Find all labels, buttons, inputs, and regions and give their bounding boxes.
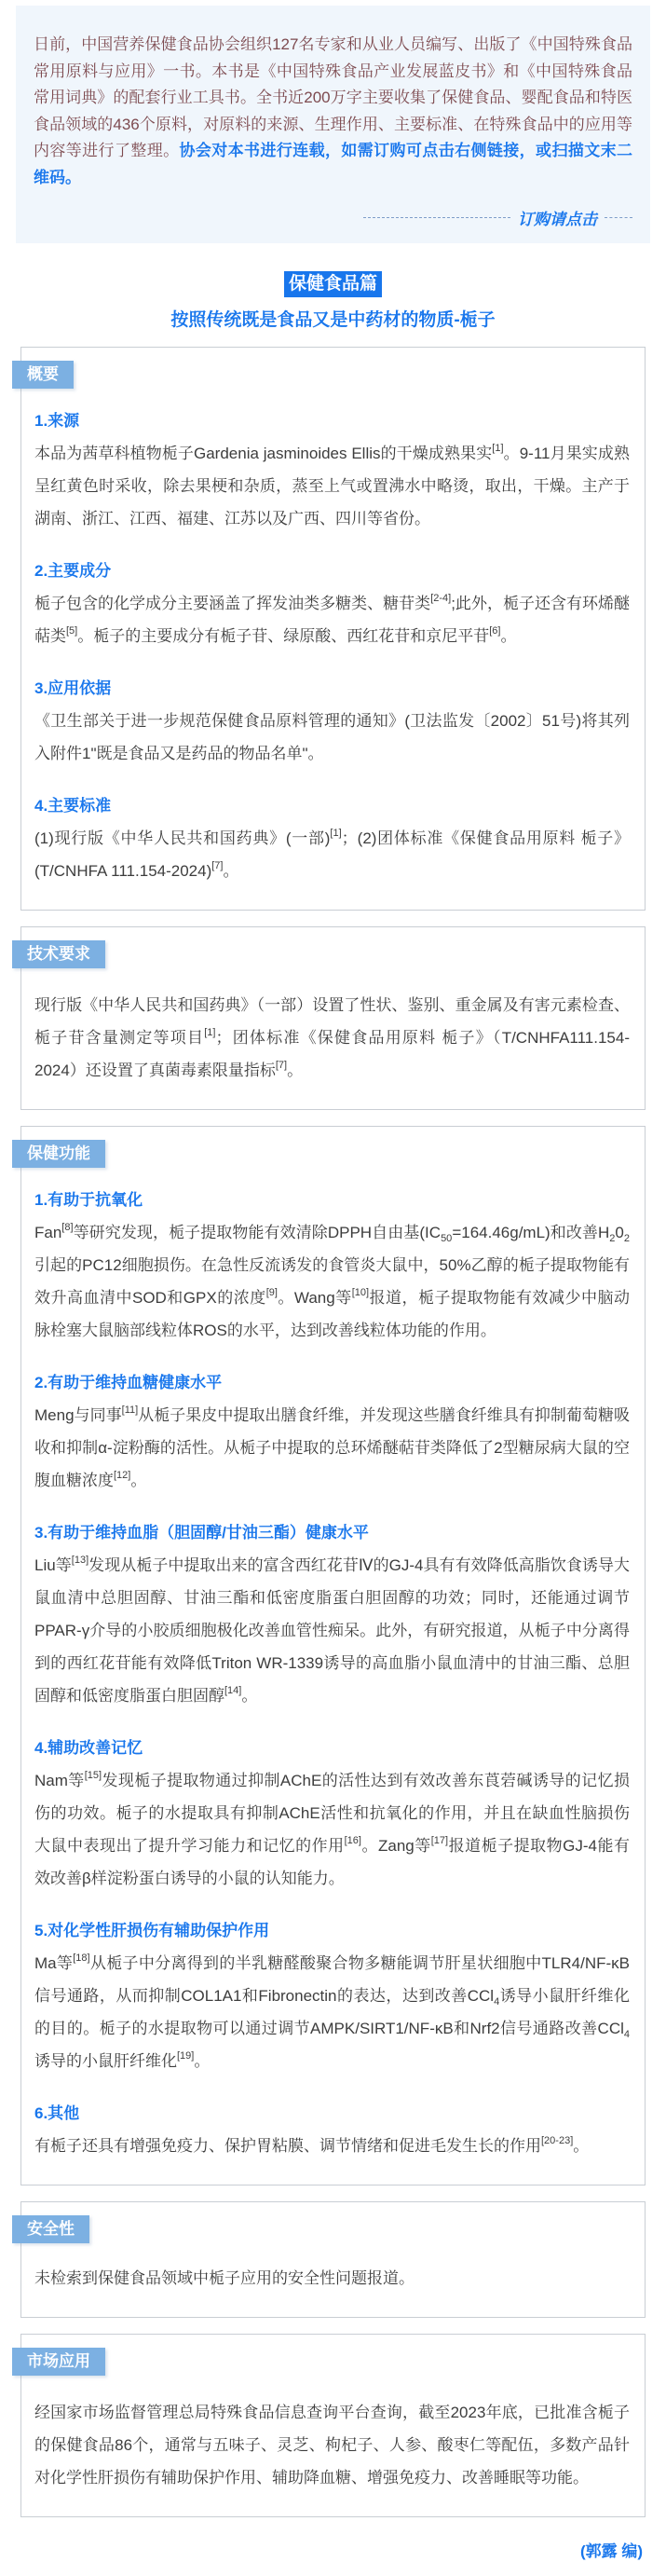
subsection-heading: 1.有助于抗氧化 bbox=[34, 1191, 143, 1209]
subsection-text: 未检索到保健食品领域中栀子应用的安全性问题报道。 bbox=[34, 2269, 415, 2287]
subsection-text: Ma等[18]从栀子中分离得到的半乳糖醛酸聚合物多糖能调节肝星状细胞中TLR4/NF-κB信号通路，从而抑制COL1A1和Fibronectin的表达，达到改善CCl$_4$诱导小鼠肝纤维化的目的。栀子的水提取物可以通过调节AMPK/SIRT1/NF-κB和Nrf2信号通路改善CCl$_4$诱导的小鼠肝纤维化[19]。 bbox=[34, 1953, 630, 2070]
intro-box bbox=[16, 6, 650, 243]
section-safety-badge: 安全性 bbox=[12, 2215, 89, 2243]
subsection-text: 经国家市场监督管理总局特殊食品信息查询平台查询，截至2023年底，已批准含栀子的保健食品86个，通常与五味子、灵芝、枸杞子、人参、酸枣仁等配伍，多数产品针对化学性肝损伤有辅助保护作用、辅助降血糖、增强免疫力、改善睡眠等功能。 bbox=[34, 2404, 630, 2487]
subsection-heading: 6.其他 bbox=[34, 2104, 80, 2122]
section-technical-badge: 技术要求 bbox=[12, 940, 105, 968]
intro-text: 日前，中国营养保健食品协会组织127名专家和从业人员编写、出版了《中国特殊食品常用原料与应用》一书。本书是《中国特殊食品产业发展蓝皮书》和《中国特殊食品常用词典》的配套行业工具书。全书近200万字主要收集了保健食品、婴配食品和特医食品领域的436个原料，对原料的来源、生理作用、主要标准、在特殊食品中的应用等内容等进行了整理。 bbox=[34, 35, 632, 159]
section-safety bbox=[20, 2201, 646, 2318]
subsection-text: (1)现行版《中华人民共和国药典》(一部)[1]；(2)团体标准《保健食品用原料 栀子》(T/CNHFA 111.154-2024)[7]。 bbox=[34, 828, 630, 880]
page-title: 按照传统既是食品又是中药材的物质-栀子 bbox=[170, 310, 496, 330]
subsection-heading: 2.主要成分 bbox=[34, 562, 112, 580]
subsection-heading: 5.对化学性肝损伤有辅助保护作用 bbox=[34, 1922, 270, 1939]
order-info-link[interactable]: 协会对本书进行连载，如需订购可点击右侧链接，或扫描文末二维码。 bbox=[34, 142, 632, 186]
title-block bbox=[0, 271, 666, 331]
section-technical bbox=[20, 926, 646, 1110]
subsection-heading: 3.有助于维持血脂（胆固醇/甘油三酯）健康水平 bbox=[34, 1524, 369, 1541]
subsection-text: Meng与同事[11]从栀子果皮中提取出膳食纤维，并发现这些膳食纤维具有抑制葡萄糖吸收和抑制α-淀粉酶的活性。从栀子中提取的总环烯醚萜苷类降低了2型糖尿病大鼠的空腹血糖浓度[12]。 bbox=[34, 1404, 631, 1489]
order-row bbox=[34, 206, 632, 228]
subsection-text: Fan[8]等研究发现，栀子提取物能有效清除DPPH自由基$(IC_{50}=164.46g/mL)$和改善$H_20_2$引起的PC12细胞损伤。在急性反流诱发的食管炎大鼠中，50%乙醇的栀子提取物能有效升高血清中SOD和GPX的浓度[9]。Wang等[10]报道，栀子提取物能有效减少中脑动脉栓塞大鼠脑部线粒体ROS的水平，达到改善线粒体功能的作用。 bbox=[34, 1222, 630, 1339]
editor-credit: (郭露 编) bbox=[579, 2542, 643, 2560]
dash-divider-right bbox=[605, 217, 632, 218]
subsection-heading: 3.应用依据 bbox=[34, 679, 112, 697]
subsection-heading: 4.辅助改善记忆 bbox=[34, 1739, 143, 1757]
subsection-heading: 4.主要标准 bbox=[34, 797, 112, 815]
section-functions-badge: 保健功能 bbox=[12, 1140, 105, 1168]
section-overview-badge: 概要 bbox=[12, 361, 74, 389]
dash-divider-left bbox=[363, 217, 510, 218]
section-market bbox=[20, 2334, 646, 2517]
subsection-text: 《卫生部关于进一步规范保健食品原料管理的通知》(卫法监发〔2002〕51号)将其列入附件1"既是食品又是药品的物品名单"。 bbox=[34, 712, 630, 762]
subsection-text: 栀子包含的化学成分主要涵盖了挥发油类多糖类、糖苷类[2-4];此外，栀子还含有环烯醚萜类[5]。栀子的主要成分有栀子苷、绿原酸、西红花苷和京尼平苷[6]。 bbox=[34, 593, 631, 645]
subsection-heading: 2.有助于维持血糖健康水平 bbox=[34, 1374, 223, 1391]
section-overview bbox=[20, 347, 646, 911]
subsection-text: 现行版《中华人民共和国药典》（一部）设置了性状、鉴别、重金属及有害元素检查、栀子苷含量测定等项目[1]；团体标准《保健食品用原料 栀子》（T/CNHFA111.154-2024）还设置了真菌毒素限量指标[7]。 bbox=[34, 996, 631, 1079]
intro-paragraph bbox=[34, 32, 632, 191]
order-button[interactable]: 订购请点击 bbox=[518, 210, 597, 228]
series-badge: 保健食品篇 bbox=[284, 271, 382, 297]
subsection-heading: 1.来源 bbox=[34, 412, 80, 430]
section-market-badge: 市场应用 bbox=[12, 2348, 105, 2376]
section-functions bbox=[20, 1126, 646, 2185]
subsection-text: 有栀子还具有增强免疫力、保护胃粘膜、调节情绪和促进毛发生长的作用[20-23]。 bbox=[34, 2135, 590, 2155]
subsection-text: Liu等[13]发现从栀子中提取出来的富含西红花苷Ⅳ的GJ-4具有有效降低高脂饮食诱导大鼠血清中总胆固醇、甘油三酯和低密度脂蛋白胆固醇的功效；同时，还能通过调节PPAR-γ介导的小胶质细胞极化改善血管性痴呆。此外，有研究报道，从栀子中分离得到的西红花苷能有效降低Triton WR-1339诱导的高血脂小鼠血清中的甘油三酯、总胆固醇和低密度脂蛋白胆固醇[14]。 bbox=[34, 1555, 631, 1705]
subsection-text: Nam等[15]发现栀子提取物通过抑制AChE的活性达到有效改善东莨菪碱诱导的记忆损伤的功效。栀子的水提取具有抑制AChE活性和抗氧化的作用，并且在缺血性脑损伤大鼠中表现出了提升学习能力和记忆的作用[16]。Zang等[17]报道栀子提取物GJ-4能有效改善β样淀粉蛋白诱导的小鼠的认知能力。 bbox=[34, 1770, 631, 1887]
subsection-text: 本品为茜草科植物栀子Gardenia jasminoides Ellis的干燥成熟果实[1]。9-11月果实成熟呈红黄色时采收，除去果梗和杂质，蒸至上气或置沸水中略烫，取出，干燥。主产于湖南、浙江、江西、福建、江苏以及广西、四川等省份。 bbox=[34, 443, 630, 528]
